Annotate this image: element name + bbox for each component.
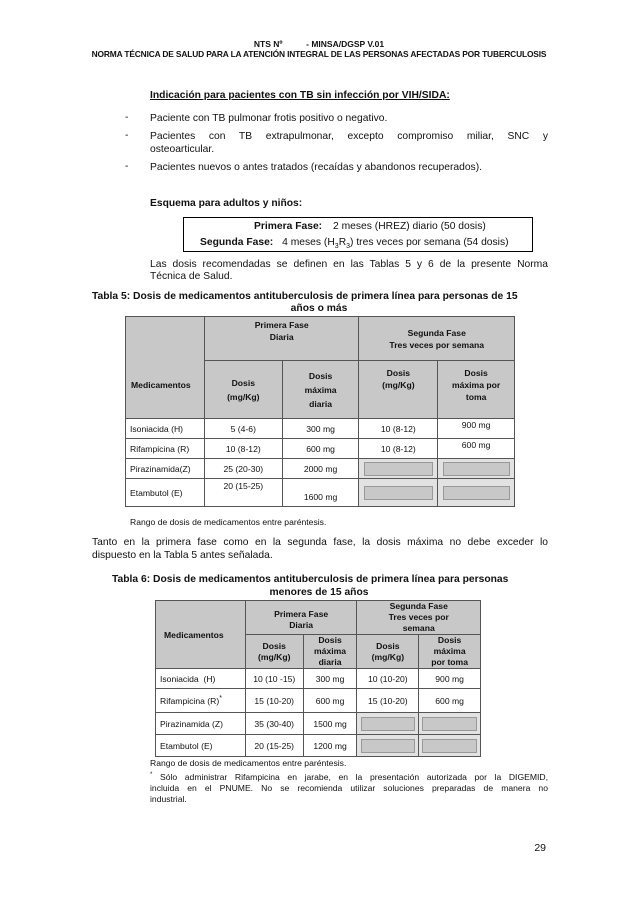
phase1-text: 2 meses (HREZ) diario (50 dosis) [333, 221, 486, 232]
t5-r1-d2: 10 (8-12) [359, 439, 438, 459]
t5-r0-d2: 10 (8-12) [359, 419, 438, 439]
t6-col-med: Medicamentos [156, 601, 246, 669]
t6-phase2: Segunda Fase Tres veces por semana [357, 601, 481, 635]
t5-r2-d1: 25 (20-30) [204, 459, 282, 479]
header-line-2: NORMA TÉCNICA DE SALUD PARA LA ATENCIÓN INTEGRAL DE LAS PERSONAS AFECTADAS POR TUBERCULOSIS [91, 49, 547, 59]
t6-r1-d2: 15 (10-20) [357, 689, 419, 713]
t5-r1-med: Rifampicina (R) [126, 439, 205, 459]
table-row [156, 735, 481, 757]
table5 [125, 316, 515, 507]
t6-r0-d2: 10 (10-20) [357, 669, 419, 689]
table6-title-2: menores de 15 años [269, 587, 369, 598]
t5-dose1: Dosis (mg/Kg) [204, 361, 282, 419]
table6 [155, 600, 481, 757]
table-row [126, 439, 515, 459]
bullet-text-3: Pacientes nuevos o antes tratados (recaídas y abandonos recuperados). [150, 162, 482, 173]
table-row [156, 669, 481, 689]
indication-title: Indicación para pacientes con TB sin infección por VIH/SIDA: [150, 90, 450, 101]
middle-para-2: dispuesto en la Tabla 5 antes señalada. [92, 550, 273, 561]
t6-r1-m2: 600 mg [419, 689, 481, 713]
header-line-1: NTS Nº - MINSA/DGSP V.01 [253, 39, 385, 49]
t5-phase1: Primera Fase Diaria [204, 317, 359, 361]
doses-note-2: Técnica de Salud. [150, 271, 233, 282]
t6-dose2: Dosis (mg/Kg) [357, 635, 419, 669]
t6-r3-m1: 1200 mg [303, 735, 357, 757]
t6-r1-med: Rifampicina (R)* [156, 689, 246, 713]
t6-r2-empty [419, 713, 481, 735]
t6-dose1: Dosis (mg/Kg) [245, 635, 303, 669]
bullet-text-2-cont: osteoarticular. [150, 144, 215, 155]
table5-title-1: Tabla 5: Dosis de medicamentos antituberculosis de primera línea para personas de 15 [92, 291, 518, 302]
t5-phase2: Segunda Fase Tres veces por semana [359, 317, 515, 361]
page-number: 29 [534, 842, 546, 854]
t5-r3-med: Etambutol (E) [126, 479, 205, 507]
t5-r0-d1: 5 (4-6) [204, 419, 282, 439]
t6-r2-med: Pirazinamida (Z) [156, 713, 246, 735]
phase1-label: Primera Fase: [254, 221, 323, 232]
bullet-text-2: Pacientes con TB extrapulmonar, excepto compromiso miliar, SNC y [150, 131, 548, 142]
t5-r3-d1: 20 (15-25) [204, 479, 282, 507]
scheme-title: Esquema para adultos y niños: [150, 198, 303, 209]
t6-r3-d1: 20 (15-25) [245, 735, 303, 757]
t6-r0-med: Isoniacida (H) [156, 669, 246, 689]
bullet-dash: - [125, 112, 129, 123]
t6-phase1: Primera Fase Diaria [245, 601, 357, 635]
table-row [156, 713, 481, 735]
t5-r2-med: Pirazinamida(Z) [126, 459, 205, 479]
middle-para-1: Tanto en la primera fase como en la segunda fase, la dosis máxima no debe exceder lo [92, 537, 548, 548]
t6-r2-m1: 1500 mg [303, 713, 357, 735]
table-row [126, 459, 515, 479]
t6-r1-m1: 600 mg [303, 689, 357, 713]
t6-r3-empty [357, 735, 419, 757]
table-row [126, 419, 515, 439]
table6-title-1: Tabla 6: Dosis de medicamentos antituberculosis de primera línea para personas [112, 574, 509, 585]
phase2-label: Segunda Fase: [200, 237, 274, 248]
t5-r1-m2: 600 mg [438, 439, 515, 459]
t5-col-med: Medicamentos [126, 317, 205, 419]
t5-r0-med: Isoniacida (H) [126, 419, 205, 439]
table-row [126, 479, 515, 507]
bullet-text-1: Paciente con TB pulmonar frotis positivo o negativo. [150, 113, 388, 124]
asterisk-mark: * [219, 695, 222, 703]
t5-dose2: Dosis (mg/Kg) [359, 361, 438, 419]
bullet-dash: - [125, 161, 129, 172]
t5-r3-m1: 1600 mg [282, 479, 359, 507]
phase2-text: 4 meses $(H_3R_3)$ tres veces por semana (54 dosis) [282, 237, 509, 251]
t6-r0-m2: 900 mg [419, 669, 481, 689]
bullet-dash: - [125, 130, 129, 141]
t5-r3-empty [359, 479, 438, 507]
t6-max2: Dosis máxima por toma [419, 635, 481, 669]
t6-r0-m1: 300 mg [303, 669, 357, 689]
t5-r0-m2: 900 mg [438, 419, 515, 439]
table5-note: Rango de dosis de medicamentos entre paréntesis. [130, 517, 327, 527]
t6-r1-d1: 15 (10-20) [245, 689, 303, 713]
t6-max1: Dosis máxima diaria [303, 635, 357, 669]
t6-r2-d1: 35 (30-40) [245, 713, 303, 735]
t5-r0-m1: 300 mg [282, 419, 359, 439]
t5-r2-empty [438, 459, 515, 479]
t5-r2-m1: 2000 mg [282, 459, 359, 479]
table5-title-2: años o más [290, 303, 348, 314]
table-row [156, 689, 481, 713]
t6-r3-med: Etambutol (E) [156, 735, 246, 757]
t5-max1: Dosis máxima diaria [282, 361, 359, 419]
t5-max2: Dosis máxima por toma [438, 361, 515, 419]
t6-r3-empty [419, 735, 481, 757]
t6-r2-empty [357, 713, 419, 735]
t5-r1-d1: 10 (8-12) [204, 439, 282, 459]
table6-note-2: * Sólo administrar Rifampicina en jarabe, en la presentación autorizada por la DIGEMID, incluida en el PNUME. No se recomienda utilizar soluciones preparadas de manera no industrial. [150, 771, 549, 804]
doses-note-1: Las dosis recomendadas se definen en las Tablas 5 y 6 de la presente Norma [150, 259, 548, 270]
t6-r0-d1: 10 (10 -15) [245, 669, 303, 689]
t5-r3-empty [438, 479, 515, 507]
t5-r1-m1: 600 mg [282, 439, 359, 459]
table6-note-1: Rango de dosis de medicamentos entre paréntesis. [150, 758, 347, 768]
scheme-box [183, 217, 533, 252]
asterisk-mark: * [150, 772, 153, 778]
t5-r2-empty [359, 459, 438, 479]
